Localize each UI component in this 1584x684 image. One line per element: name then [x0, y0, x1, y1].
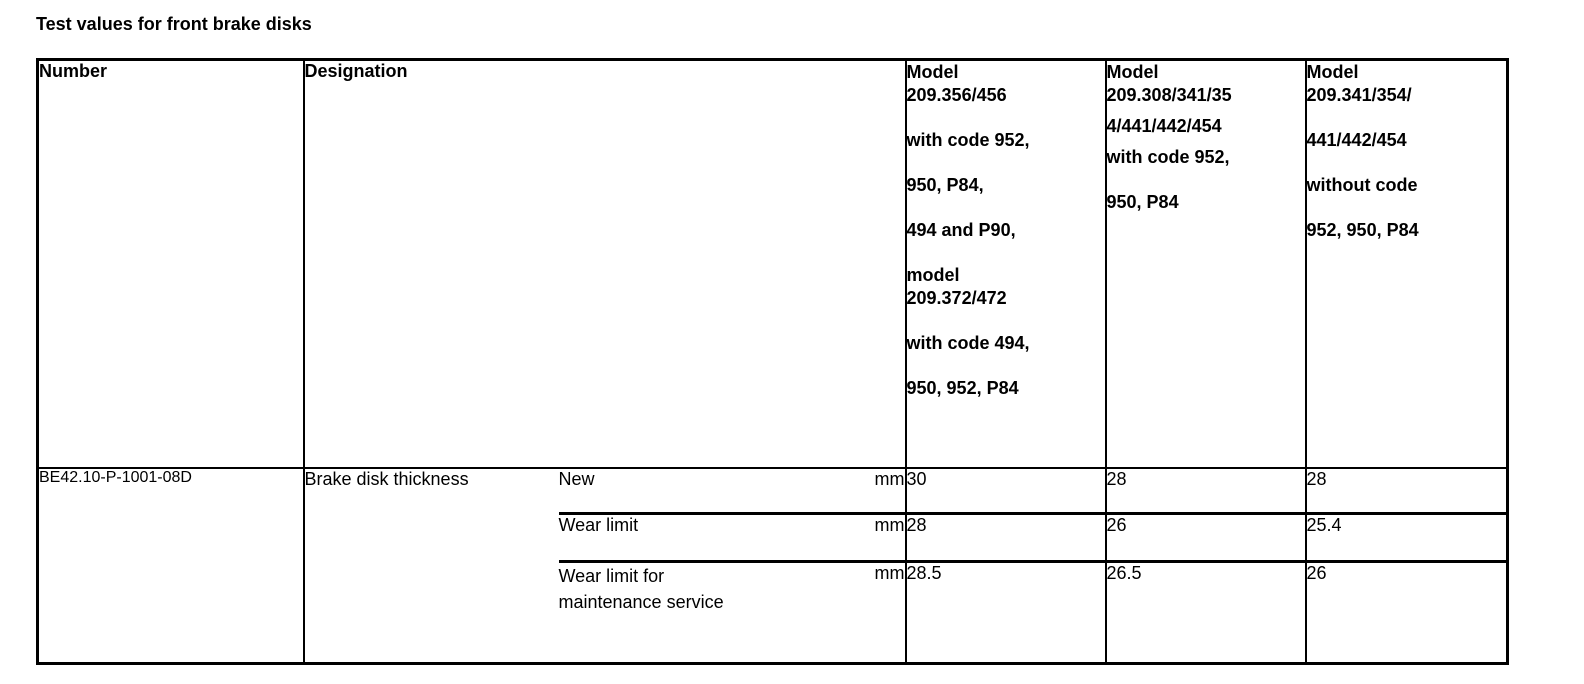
model-1-line: with code 952, [906, 130, 1030, 150]
model-3-line: 952, 950, P84 [1306, 220, 1419, 240]
row-label-line: Wear limit for [558, 566, 665, 586]
row-label: Wear limit [558, 515, 639, 535]
model-1-line: 950, 952, P84 [906, 378, 1019, 398]
value-model-1: 28 [906, 514, 1106, 562]
table-header-row [38, 60, 1508, 468]
value-model-2: 28 [1106, 468, 1306, 514]
row-unit: mm [807, 562, 906, 664]
header-model-2 [1106, 60, 1306, 468]
model-2-line: 209.308/341/35 [1106, 85, 1232, 105]
value-model-3: 25.4 [1306, 515, 1342, 535]
part-number: BE42.10-P-1001-08D [38, 468, 304, 664]
model-2-line: 4/441/442/454 [1106, 116, 1222, 136]
model-1-line: 494 and P90, [906, 220, 1016, 240]
model-1-line: 209.372/472 [906, 288, 1007, 308]
table-row [38, 468, 1508, 514]
model-1-line: Model [906, 62, 959, 82]
value-model-1: 28.5 [906, 562, 1106, 664]
test-values-table [36, 58, 1509, 665]
header-model-1 [906, 60, 1106, 468]
model-3-line: 209.341/354/ [1306, 85, 1412, 105]
model-1-line: 950, P84, [906, 175, 984, 195]
model-3-line: Model [1306, 62, 1359, 82]
model-1-line: model [906, 265, 960, 285]
model-2-line: with code 952, [1106, 147, 1230, 167]
model-2-line: 950, P84 [1106, 192, 1179, 212]
row-label-line: maintenance service [558, 592, 724, 612]
value-model-1: 30 [906, 468, 1106, 514]
value-model-2: 26 [1106, 514, 1306, 562]
value-model-3: 28 [1306, 468, 1327, 489]
document-title: Test values for front brake disks [36, 14, 312, 34]
model-2-line: Model [1106, 62, 1159, 82]
row-label: New [558, 468, 595, 489]
model-1-line: with code 494, [906, 333, 1030, 353]
row-label [559, 562, 807, 664]
value-model-3: 26 [1306, 563, 1327, 583]
model-3-line: 441/442/454 [1306, 130, 1407, 150]
model-1-line: 209.356/456 [906, 85, 1007, 105]
model-3-line: without code [1306, 175, 1418, 195]
row-unit: mm [807, 468, 906, 514]
value-model-2: 26.5 [1106, 562, 1306, 664]
header-model-3 [1306, 60, 1508, 468]
row-unit: mm [807, 514, 906, 562]
header-designation: Designation [304, 60, 906, 468]
header-number: Number [38, 60, 304, 468]
designation-value: Brake disk thickness [304, 468, 469, 489]
